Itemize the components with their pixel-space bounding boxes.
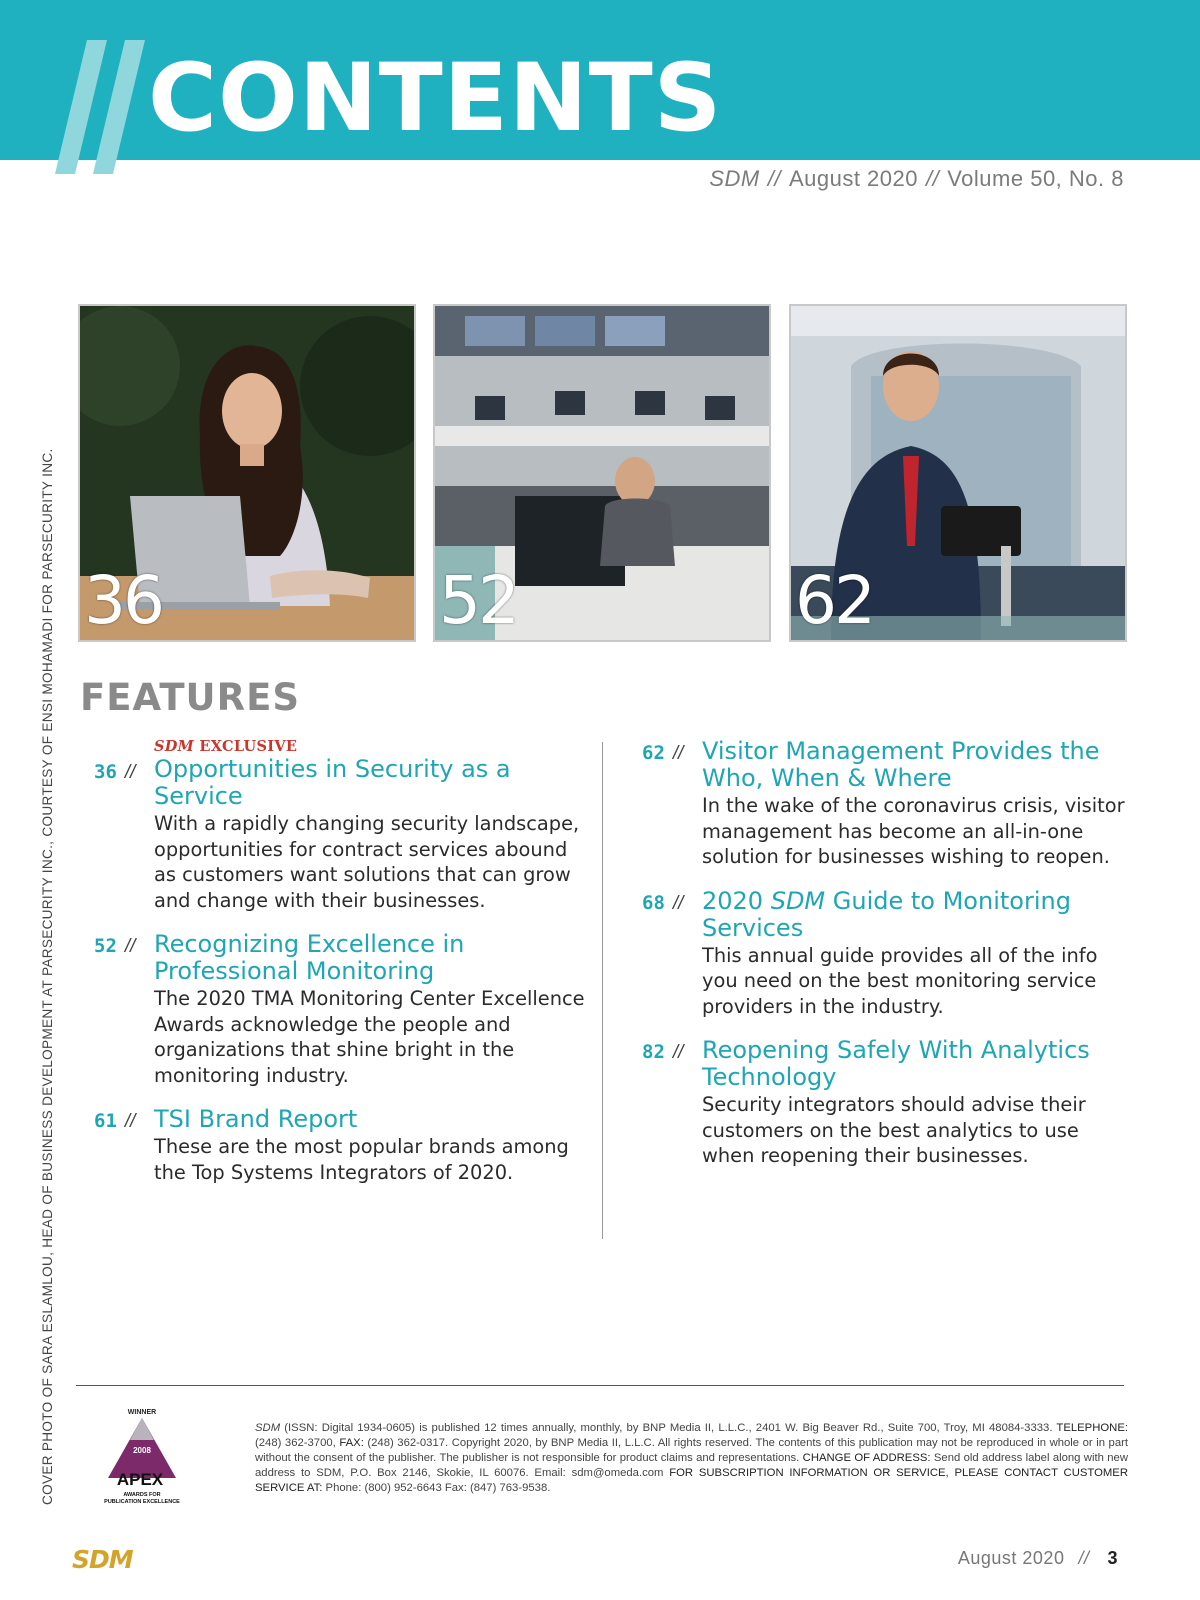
issue-line [709,166,1124,192]
separator: // [767,166,781,191]
issue-volume: Volume 50, No. 8 [947,166,1124,191]
page-number: 3 [1107,1548,1118,1568]
entry-title[interactable]: Recognizing Excellence in Professional Monitoring [154,930,465,985]
sdm-logo: SDM [72,1545,133,1574]
entry-page-number: 82 // [642,1041,684,1063]
issue-date: August 2020 [788,166,918,191]
entry-page-number: 62 // [642,742,684,764]
svg-text:WINNER: WINNER [127,1409,157,1416]
entry-title[interactable]: Visitor Management Provides the Who, When & Where [702,737,1100,792]
svg-text:APEX: APEX [116,1470,164,1489]
publisher-legal-notice: SDM (ISSN: Digital 1934-0605) is published 12 times annually, monthly, by BNP Media II, L.L.C., 2401 W. Big Beaver Rd., Suite 700, Troy, MI 48084-3333. TELEPHONE: (248) 362-3700, FAX: (248) 362-0317. Copyright 2020, by BNP Media II, L.L.C. All rights reserved. The contents of this publication may not be reproduced in whole or in part without the consent of the publisher. The publisher is not responsible for product claims and representations. CHANGE OF ADDRESS: Send old address label along with new address to SDM, P.O. Box 2146, Skokie, IL 60076. Email: sdm@omeda.com FOR SUBSCRIPTION INFORMATION OR SERVICE, PLEASE CONTACT CUSTOMER SERVICE AT: Phone: (800) 952-6643 Fax: (847) 763-9538. [255,1422,1129,1494]
feature-entry-82[interactable] [642,1037,1132,1169]
entry-page-number: 68 // [642,891,684,914]
exclusive-kicker: SDM EXCLUSIVE [154,738,298,755]
column-divider [602,742,603,1239]
photo-page-number: 62 [795,562,873,639]
features-column-right [642,738,1132,1169]
entry-title[interactable]: 2020 SDM Guide to Monitoring Services [702,886,1071,942]
feature-entry-61[interactable] [94,1106,594,1185]
svg-text:2008: 2008 [133,1446,151,1455]
cover-photo-credit: COVER PHOTO OF SARA ESLAMLOU, HEAD OF BUSINESS DEVELOPMENT AT PARSECURITY INC., COURTESY OF ENSI MOHAMADI FOR PARSECURITY INC. [40,448,55,1505]
footer-rule [76,1385,1124,1386]
entry-title[interactable]: Opportunities in Security as a Service [154,755,511,810]
feature-photo-52[interactable] [433,304,771,642]
feature-photo-36[interactable] [78,304,416,642]
entry-description: Security integrators should advise their customers on the best analytics to use when reopening their businesses. [702,1093,1086,1167]
separator: // [925,166,940,191]
footer-date: August 2020 [957,1548,1065,1568]
entry-page-number: 52 // [94,935,136,957]
entry-page-number: 61 // [94,1110,136,1132]
entry-title[interactable]: Reopening Safely With Analytics Technology [702,1036,1090,1091]
page-footer [958,1548,1118,1569]
feature-entry-36[interactable] [94,738,594,913]
feature-entry-52[interactable] [94,931,594,1088]
entry-description: In the wake of the coronavirus crisis, visitor management has become an all-in-one solution for businesses wishing to reopen. [702,794,1125,868]
magazine-name: SDM [709,166,760,191]
entry-description: This annual guide provides all of the info you need on the best monitoring service providers in the industry. [702,943,1098,1018]
entry-description: These are the most popular brands among the Top Systems Integrators of 2020. [154,1135,569,1184]
feature-entry-62[interactable] [642,738,1132,870]
feature-entry-68[interactable] [642,888,1132,1020]
photo-page-number: 36 [84,562,162,639]
feature-photo-62[interactable] [789,304,1127,642]
features-heading: FEATURES [80,676,301,719]
entry-page-number: 36 // [94,761,136,783]
apex-award-logo [92,1408,192,1508]
separator: // [1078,1548,1090,1568]
photo-page-number: 52 [439,562,517,639]
page-title: CONTENTS [148,44,723,153]
svg-text:PUBLICATION EXCELLENCE: PUBLICATION EXCELLENCE [104,1499,180,1505]
svg-text:AWARDS FOR: AWARDS FOR [123,1492,161,1498]
features-column-left [94,738,594,1185]
entry-description: The 2020 TMA Monitoring Center Excellence Awards acknowledge the people and organizations that shine bright in the monitoring industry. [154,987,585,1087]
entry-description: With a rapidly changing security landscape, opportunities for contract services abound as customers want solutions that can grow and change with their businesses. [154,812,580,912]
entry-title[interactable]: TSI Brand Report [154,1105,358,1133]
